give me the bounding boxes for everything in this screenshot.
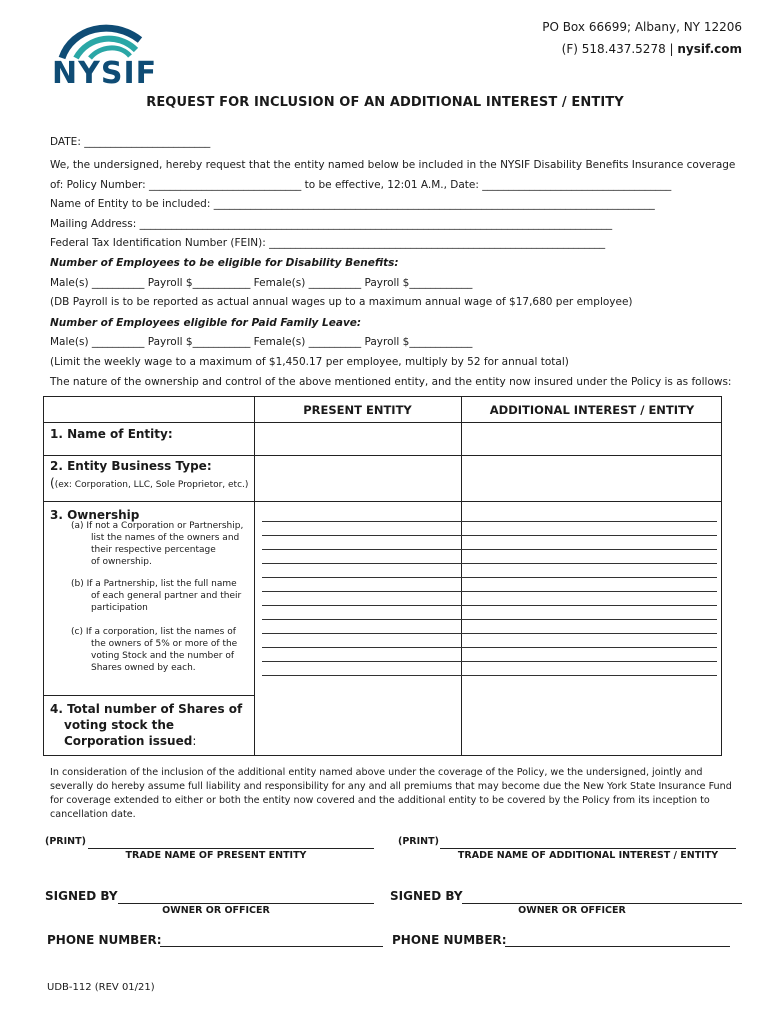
ownership-line[interactable]	[262, 675, 717, 676]
print-left-label: (PRINT)	[45, 836, 86, 847]
col-present-entity: PRESENT ENTITY	[303, 403, 412, 417]
ownership-line[interactable]	[262, 619, 717, 620]
logo-text: NYSIF	[52, 56, 158, 91]
pfl-note: (Limit the weekly wage to a maximum of $1,450.17 per employee, multiply by 52 for annual total)	[50, 356, 569, 368]
additional-type-cell[interactable]	[462, 456, 721, 501]
total-shares-line	[50, 733, 242, 749]
business-type-note-text: (ex: Corporation, LLC, Sole Proprietor, etc.)	[54, 480, 249, 490]
present-type-cell[interactable]	[255, 456, 461, 501]
ownership-b-line: participation	[91, 603, 148, 613]
policy-field[interactable]: of: Policy Number: _____________________________ to be effective, 12:01 A.M., Date: ____________________________________	[50, 179, 672, 191]
phone-right-label: PHONE NUMBER:	[392, 933, 507, 947]
fein-field[interactable]: Federal Tax Identification Number (FEIN): ________________________________________________________________	[50, 237, 606, 249]
paren: (	[50, 476, 55, 490]
total-shares-line: 4. Total number of Shares of	[50, 702, 243, 716]
ownership-c-line: the owners of 5% or more of the	[91, 639, 238, 649]
ownership-c-line: voting Stock and the number of	[91, 651, 234, 661]
ownership-line[interactable]	[262, 549, 717, 550]
row-name-of-entity: 1. Name of Entity:	[50, 427, 173, 441]
pfl-heading: Number of Employees eligible for Paid Family Leave:	[50, 317, 362, 329]
signed-right-line[interactable]	[462, 888, 742, 904]
ownership-line[interactable]	[262, 647, 717, 648]
signed-left-line[interactable]	[118, 888, 374, 904]
trade-present-caption: TRADE NAME OF PRESENT ENTITY	[125, 850, 307, 861]
ownership-line[interactable]	[262, 605, 717, 606]
ownership-line[interactable]	[262, 577, 717, 578]
website-link[interactable]: nysif.com	[677, 42, 742, 56]
ownership-b-line: of each general partner and their	[91, 591, 242, 601]
ownership-table	[43, 396, 722, 756]
ownership-c-line: Shares owned by each.	[91, 663, 196, 673]
row-divider	[44, 501, 721, 502]
owner-left-caption: OWNER OR OFFICER	[162, 905, 270, 916]
ownership-line[interactable]	[262, 535, 717, 536]
signed-left-label: SIGNED BY	[45, 889, 118, 903]
ownership-line[interactable]	[262, 591, 717, 592]
owner-right-caption: OWNER OR OFFICER	[518, 905, 626, 916]
row-business-type: 2. Entity Business Type:	[50, 459, 212, 473]
ownership-a	[71, 520, 243, 568]
business-type-note	[50, 477, 248, 491]
print-left-line[interactable]	[88, 836, 374, 849]
ownership-c	[71, 626, 237, 674]
nature-text: The nature of the ownership and control of the above mentioned entity, and the entity now insured under the Policy is as follows:	[50, 376, 732, 388]
ownership-line[interactable]	[262, 633, 717, 634]
ownership-b-line: (b) If a Partnership, list the full name	[71, 579, 237, 589]
form-title: REQUEST FOR INCLUSION OF AN ADDITIONAL INTEREST / ENTITY	[146, 95, 624, 110]
mailing-address-field[interactable]: Mailing Address: __________________________________________________________________________________________	[50, 218, 613, 230]
phone-right-line[interactable]	[505, 932, 730, 947]
ownership-line[interactable]	[262, 521, 717, 522]
nysif-logo	[52, 20, 177, 91]
print-right-line[interactable]	[440, 836, 736, 849]
row-total-shares	[50, 701, 242, 749]
print-right-label: (PRINT)	[398, 836, 439, 847]
form-code: UDB-112 (REV 01/21)	[47, 982, 155, 993]
ownership-a-line: of ownership.	[91, 557, 152, 567]
total-shares-line: voting stock the	[64, 718, 175, 732]
fax: (F) 518.437.5278 |	[561, 42, 678, 56]
ownership-c-line: (c) If a corporation, list the names of	[71, 627, 236, 637]
ownership-line[interactable]	[262, 661, 717, 662]
row-ownership: 3. Ownership	[50, 508, 140, 522]
date-field[interactable]: DATE: ________________________	[50, 136, 211, 148]
db-heading: Number of Employees to be eligible for Disability Benefits:	[50, 257, 399, 269]
ownership-line[interactable]	[262, 563, 717, 564]
total-shares-text: Corporation issued	[64, 734, 193, 748]
db-note: (DB Payroll is to be reported as actual annual wages up to a maximum annual wage of $17,680 per employee)	[50, 296, 633, 308]
entity-name-field[interactable]: Name of Entity to be included: ____________________________________________________________________________________	[50, 198, 655, 210]
address: PO Box 66699; Albany, NY 12206	[542, 20, 742, 34]
ownership-a-line: their respective percentage	[91, 545, 216, 555]
present-shares-cell[interactable]	[255, 696, 461, 755]
phone-left-line[interactable]	[160, 932, 383, 947]
logo-arcs-icon	[52, 20, 177, 60]
consideration-text: In consideration of the inclusion of the additional entity named above under the coverage of the Policy, we the undersigned, jointly and severally do hereby assume full liability and responsibility for any and all premiums that may become due the New York State Insurance Fund for coverage extended to either or both the entity now covered and the additional entity to be covered by the Policy from its inception to cancellation date.	[50, 767, 732, 820]
additional-name-cell[interactable]	[462, 423, 721, 455]
present-name-cell[interactable]	[255, 423, 461, 455]
ownership-a-line: list the names of the owners and	[91, 533, 240, 543]
trade-additional-caption: TRADE NAME OF ADDITIONAL INTEREST / ENTITY	[457, 850, 719, 861]
colon: :	[192, 734, 197, 748]
contact-line	[562, 42, 742, 56]
additional-shares-cell[interactable]	[462, 696, 721, 755]
phone-left-label: PHONE NUMBER:	[47, 933, 162, 947]
col-additional-entity: ADDITIONAL INTEREST / ENTITY	[489, 403, 695, 417]
row-divider	[44, 695, 254, 696]
intro-text: We, the undersigned, hereby request that the entity named below be included in the NYSIF Disability Benefits Insurance coverage	[50, 159, 736, 171]
db-counts-field[interactable]: Male(s) __________ Payroll $___________ Female(s) __________ Payroll $____________	[50, 277, 473, 289]
pfl-counts-field[interactable]: Male(s) __________ Payroll $___________ Female(s) __________ Payroll $____________	[50, 336, 473, 348]
ownership-b	[71, 578, 241, 614]
signed-right-label: SIGNED BY	[390, 889, 463, 903]
ownership-a-line: (a) If not a Corporation or Partnership,	[71, 521, 244, 531]
